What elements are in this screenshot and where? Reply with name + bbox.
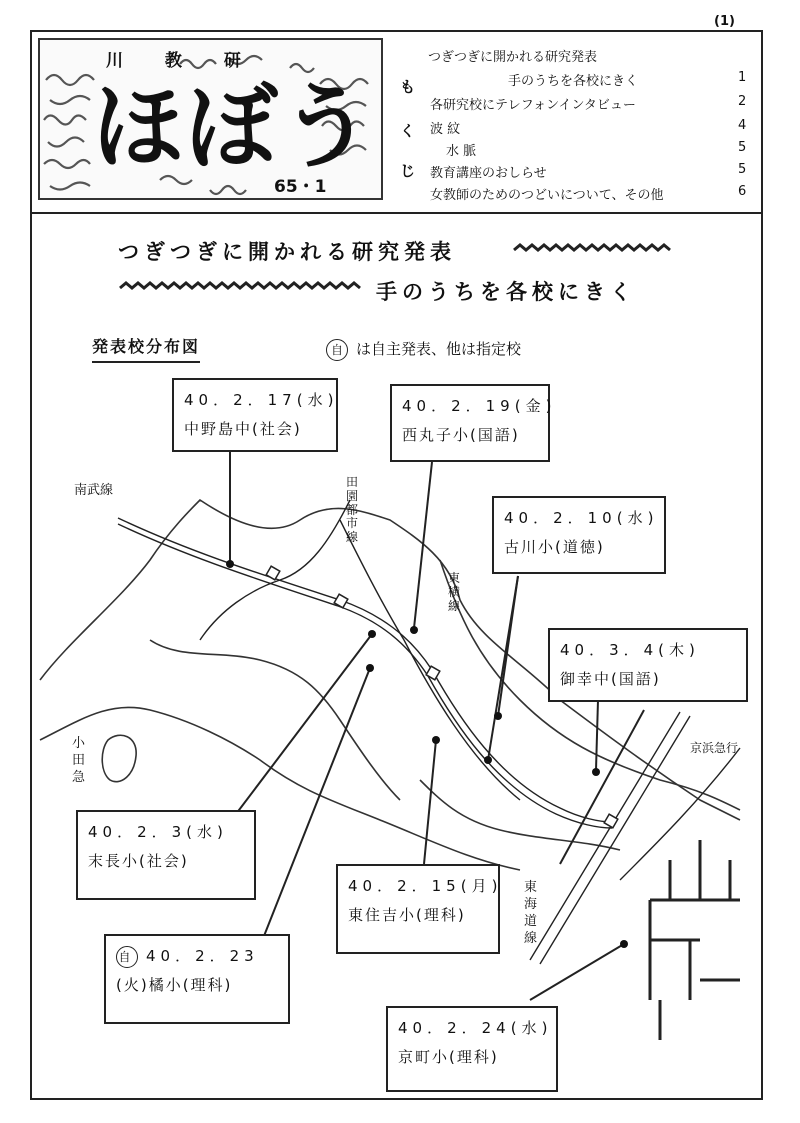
toc-page: 5	[738, 140, 747, 155]
school-name: (火)橘小(理科)	[116, 975, 233, 994]
school-name: 古川小(道徳)	[504, 537, 605, 556]
page-number: (1)	[714, 14, 735, 29]
school-name: 中野島中(社会)	[184, 419, 302, 438]
toc-item: 女教師のためのつどいについて、その他	[430, 188, 664, 203]
pointer-line	[596, 700, 598, 770]
school-name: 東住吉小(理科)	[348, 905, 466, 924]
school-dot	[432, 736, 440, 744]
school-date: 40．2．15(月)	[348, 877, 503, 895]
school-dot	[494, 712, 502, 720]
label-denen: 田 園 都 市 線	[346, 475, 359, 545]
school-box-suenaga	[76, 810, 256, 900]
school-box-miyuki	[548, 628, 748, 702]
voluntary-mark-icon: 自	[116, 946, 138, 968]
label-toyoko: 東 横 線	[448, 571, 461, 613]
toc-page: 6	[738, 184, 747, 199]
school-date: 40．2．17(水)	[184, 391, 339, 409]
toc-item: 手のうちを各校にきく	[508, 74, 639, 89]
pointer-line	[424, 740, 436, 864]
pointer-line	[414, 462, 432, 628]
toc-item: つぎつぎに開かれる研究発表	[428, 50, 598, 65]
school-dot	[226, 560, 234, 568]
school-date: 自 40．2．23	[116, 942, 278, 971]
boundary-line	[420, 780, 620, 850]
headline-main: つぎつぎに開かれる研究発表	[118, 240, 456, 264]
station-marker	[604, 814, 618, 828]
label-nambu: 南武線	[74, 483, 114, 498]
keikyu-line	[620, 748, 740, 880]
station-marker	[266, 566, 280, 580]
toc-page: 5	[738, 162, 747, 177]
school-box-furukawa	[492, 496, 666, 574]
toc-side-mo: も	[400, 78, 416, 96]
school-box-kyomachi	[386, 1006, 558, 1092]
school-box-higashisumiyoshi	[336, 864, 503, 954]
boundary-line	[150, 640, 400, 800]
odakyu-pond	[102, 735, 136, 781]
school-dot	[366, 664, 374, 672]
toc-side-ku: く	[400, 122, 416, 140]
school-date: 40．2．19(金)	[402, 397, 557, 415]
pointer-line	[530, 944, 624, 1000]
tokaido-line	[530, 712, 680, 960]
toc-page: 4	[738, 118, 747, 133]
school-date: 40．2．24(水)	[398, 1019, 553, 1037]
school-dot	[592, 768, 600, 776]
voluntary-mark-icon: 自	[326, 339, 348, 361]
toc-item: 各研究校にテレフォンインタビュー	[430, 98, 636, 113]
school-date: 40．2．3(水)	[88, 823, 228, 841]
label-keikyu: 京浜急行	[690, 741, 739, 755]
school-dot	[484, 756, 492, 764]
school-dot	[410, 626, 418, 634]
school-date: 40．2．10(水)	[504, 509, 659, 527]
school-dot	[368, 630, 376, 638]
map-title: 発表校分布図	[92, 334, 200, 363]
school-name: 末長小(社会)	[88, 851, 189, 870]
school-box-nakanoshima	[172, 378, 338, 452]
school-date: 40．3．4(木)	[560, 641, 700, 659]
toc-page: 2	[738, 94, 747, 109]
toc-page: 1	[738, 70, 747, 85]
toc-item: 教育講座のおしらせ	[430, 166, 547, 181]
school-name: 西丸子小(国語)	[402, 425, 520, 444]
toc-item: 波 紋	[430, 122, 461, 137]
school-dot	[620, 940, 628, 948]
school-box-tachibana	[104, 934, 290, 1024]
masthead-issue: 65・1	[274, 177, 327, 197]
toc-side-ji: じ	[400, 162, 416, 180]
school-box-nishimaruko	[390, 384, 557, 462]
school-name: 御幸中(国語)	[560, 669, 661, 688]
port-outline	[650, 840, 740, 1040]
headline-sub: 手のうちを各校にきく	[376, 280, 636, 304]
school-name: 京町小(理科)	[398, 1047, 499, 1066]
toc-item: 水 脈	[446, 144, 477, 159]
masthead-title: ほぼう	[92, 74, 375, 181]
masthead-org: 川 教 研	[106, 51, 259, 71]
legend-note-text: は自主発表、他は指定校	[356, 340, 522, 358]
label-tokaido: 東 海 道 線	[524, 880, 538, 946]
label-odakyu: 小 田 急	[72, 736, 86, 785]
